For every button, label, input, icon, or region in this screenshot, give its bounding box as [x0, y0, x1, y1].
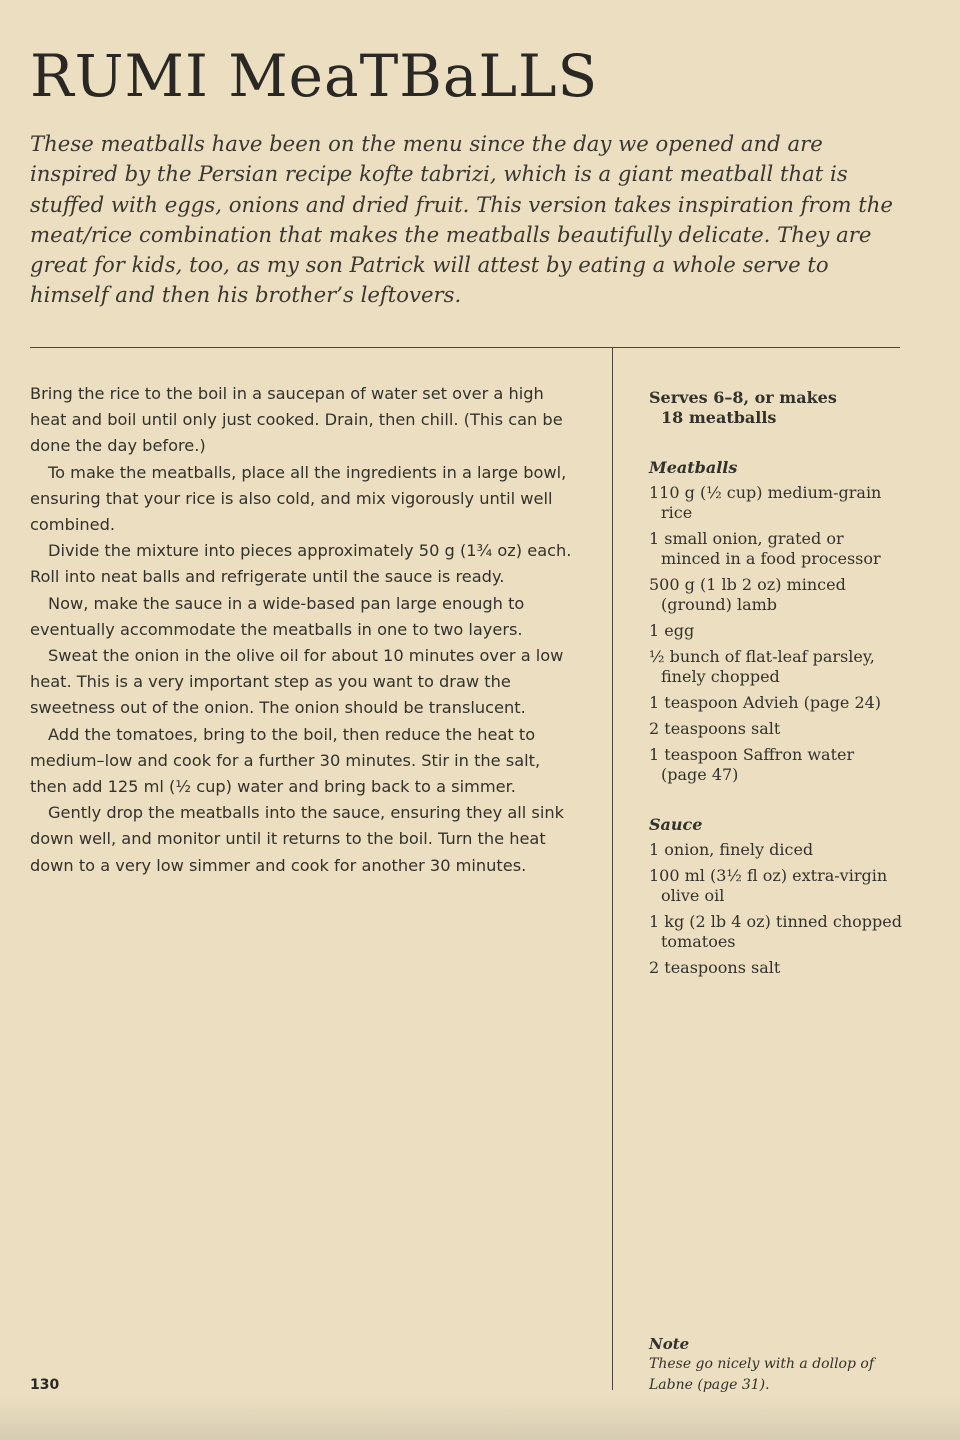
- ingredient-item: ½ bunch of flat-leaf parsley, finely chopped: [649, 647, 875, 686]
- method-step: Add the tomatoes, bring to the boil, then reduce the heat to medium–low and cook for a further 30 minutes. Stir in the salt, then add 125 ml (½ cup) water and bring back to a simmer.: [30, 724, 541, 797]
- ingredient-item: 1 egg: [649, 621, 695, 640]
- serves-info: [649, 388, 904, 428]
- method-step: Sweat the onion in the olive oil for about 10 minutes over a low heat. This is a very important step as you want to draw the sweetness out of the onion. The onion should be translucent.: [30, 646, 564, 718]
- note-label: Note: [649, 1335, 690, 1353]
- method-step: Bring the rice to the boil in a saucepan of water set over a high heat and boil until only just cooked. Drain, then chill. (This can be done the day before.): [30, 384, 563, 456]
- ingredient-item: 110 g (½ cup) medium-grain rice: [649, 483, 882, 522]
- vertical-divider: [612, 347, 613, 1390]
- ingredient-item: 2 teaspoons salt: [649, 719, 781, 738]
- serves-line: Serves 6–8, or makes: [649, 388, 837, 407]
- horizontal-divider: [30, 347, 900, 348]
- method-column: [30, 381, 580, 879]
- ingredient-item: 1 small onion, grated or minced in a food processor: [649, 529, 881, 568]
- meatballs-heading: Meatballs: [649, 458, 738, 477]
- ingredient-item: 2 teaspoons salt: [649, 958, 781, 977]
- ingredient-item: 1 teaspoon Advieh (page 24): [649, 693, 882, 712]
- intro-paragraph: These meatballs have been on the menu since the day we opened and are inspired by the Persian recipe kofte tabrizi, which is a giant meatball that is stuffed with eggs, onions and dried fruit. This version takes inspiration from the meat/rice combination that makes the meatballs beautifully delicate. They are great for kids, too, as my son Patrick will attest by eating a whole serve to himself and then his brother’s leftovers.: [30, 131, 893, 308]
- ingredient-item: 1 onion, finely diced: [649, 840, 814, 859]
- ingredient-item: 100 ml (3½ fl oz) extra-virgin olive oil: [649, 866, 888, 905]
- method-step: Now, make the sauce in a wide-based pan large enough to eventually accommodate the meatballs in one to two layers.: [30, 593, 525, 639]
- note-text: These go nicely with a dollop of Labne (page 31).: [649, 1356, 875, 1393]
- meatballs-ingredient-list: [649, 483, 904, 785]
- serves-line: 18 meatballs: [661, 408, 777, 427]
- page-edge-shadow: [0, 1396, 960, 1440]
- ingredient-item: 1 kg (2 lb 4 oz) tinned chopped tomatoes: [649, 912, 902, 951]
- ingredient-item: 1 teaspoon Saffron water (page 47): [649, 745, 855, 784]
- recipe-note: [649, 1334, 909, 1396]
- ingredients-column: [649, 388, 904, 984]
- method-step: Gently drop the meatballs into the sauce, ensuring they all sink down well, and monitor until it returns to the boil. Turn the heat down to a very low simmer and cook for another 30 minutes.: [30, 803, 564, 875]
- page-title: RUMI MeaTBaLLS: [30, 42, 599, 110]
- page-number: 130: [30, 1377, 60, 1393]
- ingredient-item: 500 g (1 lb 2 oz) minced (ground) lamb: [649, 575, 846, 614]
- sauce-ingredient-list: [649, 840, 904, 978]
- method-step: To make the meatballs, place all the ingredients in a large bowl, ensuring that your rice is also cold, and mix vigorously until well combined.: [30, 462, 567, 535]
- sauce-heading: Sauce: [649, 815, 703, 834]
- method-step: Divide the mixture into pieces approximately 50 g (1¾ oz) each. Roll into neat balls and refrigerate until the sauce is ready.: [30, 541, 572, 587]
